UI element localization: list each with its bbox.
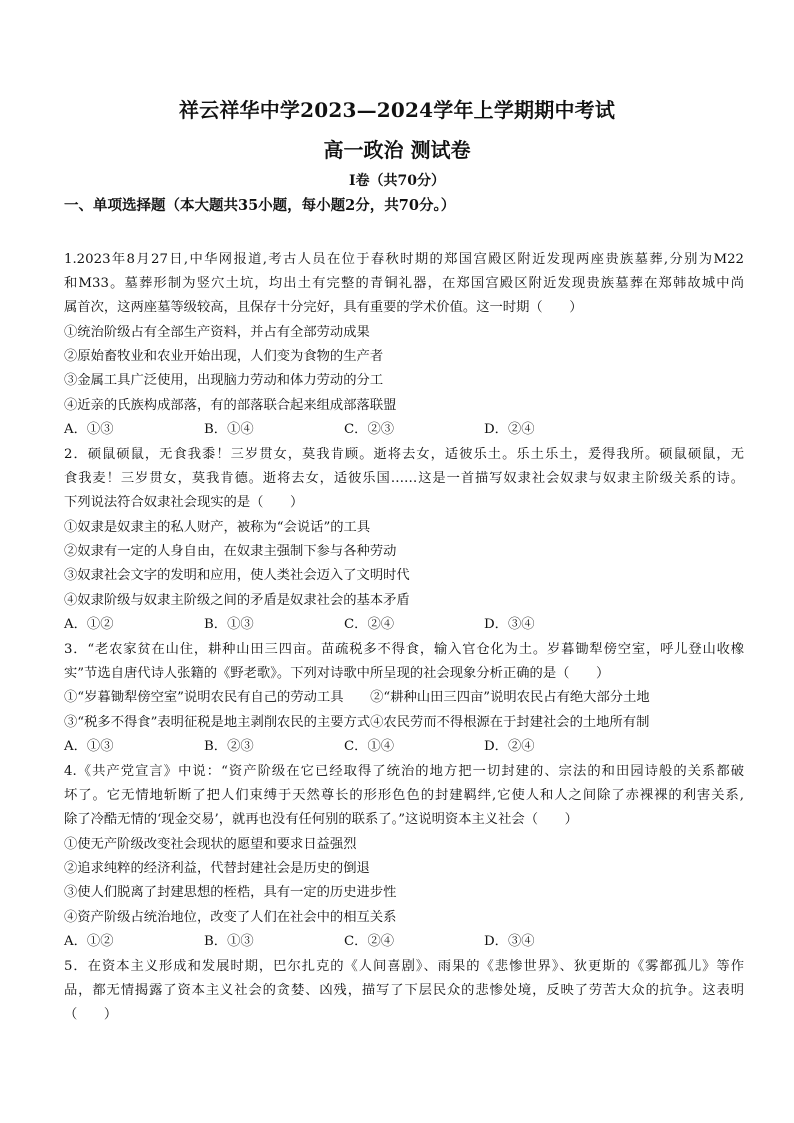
q4-option: ④资产阶级占统治地位，改变了人们在社会中的相互关系 xyxy=(64,910,397,925)
q4-choice-a: A．①② xyxy=(64,934,114,949)
q4-stem-line: 坏了。它无情地斩断了把人们束缚于天然尊长的形形色色的封建羁绊,它使人和人之间除了赤裸裸的利害关系, xyxy=(64,788,744,803)
q1-stem-line: 和M33。墓葬形制为竖穴土坑，均出土有完整的青铜礼器，在郑国宫殿区附近发现贵族墓葬在郑韩故城中尚 xyxy=(64,276,744,291)
q2-option: ④奴隶阶级与奴隶主阶级之间的矛盾是奴隶社会的基本矛盾 xyxy=(64,593,410,608)
q2-choice-d: D．③④ xyxy=(484,617,535,632)
q4-stem-line: 4.《共产党宣言》中说：“资产阶级在它已经取得了统治的地方把一切封建的、宗法的和田园诗般的关系都破 xyxy=(64,764,744,779)
q4-choice-d: D．③④ xyxy=(484,934,535,949)
q1-stem-line: 属首次，这两座墓等级较高，且保存十分完好，具有重要的学术价值。这一时期（ ） xyxy=(64,300,583,315)
q2-stem-line: 食我麦！三岁贯女，莫我肯德。逝将去女，适彼乐国……这是一首描写奴隶社会奴隶与奴隶主阶级关系的诗。 xyxy=(64,471,744,486)
exam-subtitle: 高一政治 测试卷 xyxy=(323,138,471,162)
q5-stem-line: （ ） xyxy=(64,1007,118,1022)
q2-option: ①奴隶是奴隶主的私人财产，被称为“会说话”的工具 xyxy=(64,520,371,535)
exam-title: 祥云祥华中学2023—2024学年上学期期中考试 xyxy=(178,98,616,122)
q3-stem-line: 实”节选自唐代诗人张籍的《野老歌》。下列对诗歌中所呈现的社会现象分析正确的是（ ） xyxy=(64,666,610,681)
q2-choice-a: A．①② xyxy=(64,617,114,632)
q1-option: ①统治阶级占有全部生产资料，并占有全部劳动成果 xyxy=(64,325,370,340)
q5-stem-line: 品，都无情揭露了资本主义社会的贪婪、凶残，描写了下层民众的悲惨处境，反映了劳苦大众的抗争。这表明 xyxy=(64,983,744,998)
q1-choice-d: D．②④ xyxy=(484,422,535,437)
q3-option-row: ③“税多不得食”表明征税是地主剥削农民的主要方式④农民劳而不得根源在于封建社会的土地所有制 xyxy=(64,715,650,730)
q1-stem-line: 1.2023年8月27日,中华网报道,考古人员在位于春秋时期的郑国宫殿区附近发现两座贵族墓葬,分别为M22 xyxy=(64,252,744,267)
q3-choice-a: A．①③ xyxy=(64,739,114,754)
q4-option: ②追求纯粹的经济利益，代替封建社会是历史的倒退 xyxy=(64,861,370,876)
q4-choice-b: B．①③ xyxy=(204,934,254,949)
q1-choice-b: B．①④ xyxy=(204,422,254,437)
q4-option: ①使无产阶级改变社会现状的愿望和要求日益强烈 xyxy=(64,837,357,852)
q1-option: ②原始畜牧业和农业开始出现，人们变为食物的生产者 xyxy=(64,349,384,364)
q1-option: ③金属工具广泛使用，出现脑力劳动和体力劳动的分工 xyxy=(64,373,384,388)
q4-option: ③使人们脱离了封建思想的桎梏，具有一定的历史进步性 xyxy=(64,885,397,900)
q4-choice-c: C．②④ xyxy=(344,934,395,949)
q2-option: ③奴隶社会文字的发明和应用，使人类社会迈入了文明时代 xyxy=(64,568,410,583)
q1-choice-a: A．①③ xyxy=(64,422,114,437)
q3-choice-c: C．①④ xyxy=(344,739,395,754)
q2-option: ②奴隶有一定的人身自由，在奴隶主强制下参与各种劳动 xyxy=(64,544,397,559)
part-heading: Ⅰ卷（共70分） xyxy=(348,173,446,189)
q2-choice-c: C．②④ xyxy=(344,617,395,632)
q2-stem-line: 下列说法符合奴隶社会现实的是（ ） xyxy=(64,495,304,510)
q1-option: ④近亲的氏族构成部落，有的部落联合起来组成部落联盟 xyxy=(64,398,397,413)
q2-choice-b: B．①③ xyxy=(204,617,254,632)
q5-stem-line: 5．在资本主义形成和发展时期，巴尔扎克的《人间喜剧》、雨果的《悲惨世界》、狄更斯的《雾都孤儿》等作 xyxy=(64,959,744,974)
q3-stem-line: 3．“老农家贫在山住，耕种山田三四亩。苗疏税多不得食，输入官仓化为土。岁暮锄犁傍空室，呼儿登山收橡 xyxy=(64,642,744,657)
q3-choice-b: B．②③ xyxy=(204,739,254,754)
q3-choice-d: D．②④ xyxy=(484,739,535,754)
q3-option-row: ①“岁暮锄犁傍空室”说明农民有自己的劳动工具 ②“耕种山田三四亩”说明农民占有绝大部分土地 xyxy=(64,690,650,705)
q1-choice-c: C．②③ xyxy=(344,422,395,437)
section-heading: 一、单项选择题（本大题共35小题，每小题2分，共70分。） xyxy=(64,197,456,214)
q4-stem-line: 除了冷酷无情的‘现金交易’，就再也没有任何别的联系了。”这说明资本主义社会（ ） xyxy=(64,812,578,827)
q2-stem-line: 2．硕鼠硕鼠，无食我黍！三岁贯女，莫我肯顾。逝将去女，适彼乐土。乐土乐土，爰得我所。硕鼠硕鼠，无 xyxy=(64,447,744,462)
